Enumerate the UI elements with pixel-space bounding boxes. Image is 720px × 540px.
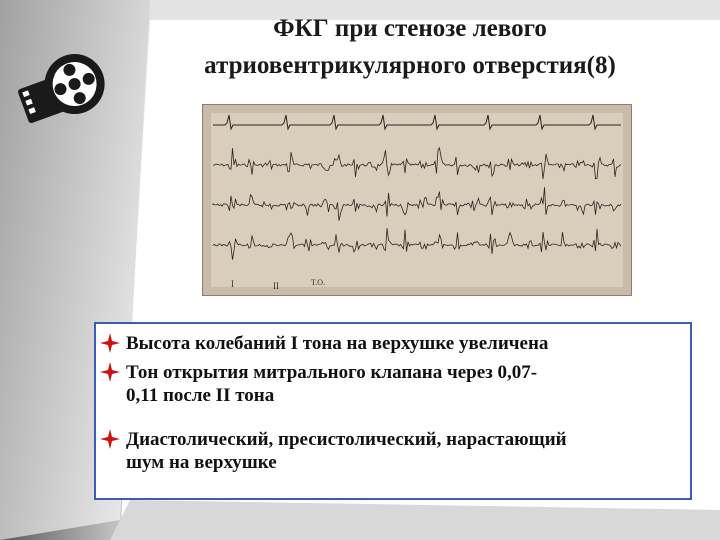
phonocardiogram-trace [203,105,631,295]
title-line-1: ФКГ при стенозе левого [273,15,547,42]
bullet-text-1: Высота колебаний I тона на верхушке увеличена [126,333,549,354]
bullet-item-3 [126,428,686,474]
pcg-label-to: T.O. [311,278,326,287]
bullet-item-2 [126,361,686,407]
four-point-star-icon [100,362,120,382]
film-reel-icon [14,40,114,140]
bullet-text-2-line-2: 0,11 после II тона [126,385,275,406]
pcg-label-ii: II [273,281,279,291]
four-point-star-icon [100,333,120,353]
bullet-item-1 [126,332,686,355]
four-point-star-icon [100,429,120,449]
bullet-text-3-line-2: шум на верхушке [126,452,277,473]
phonocardiogram-image [202,104,632,296]
slide-title [140,10,680,84]
bullet-text-2-line-1: Тон открытия митрального клапана через 0,07- [126,362,538,383]
bullet-text-3-line-1: Диастолический, пресистолический, нарастающий [126,429,567,450]
pcg-label-i: I [231,279,234,289]
bullet-list-box [94,322,692,500]
title-line-2: атриовентрикулярного отверстия(8) [204,52,616,79]
